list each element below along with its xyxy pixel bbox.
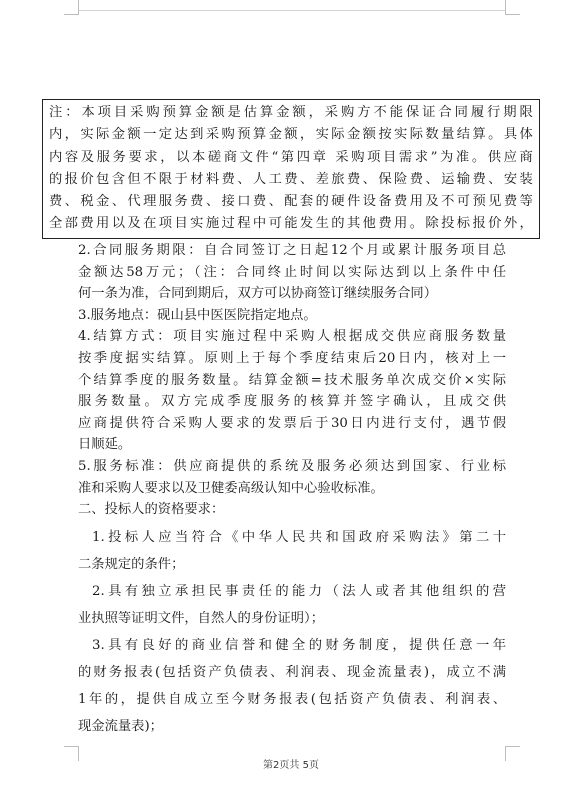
paragraph-line: 4.结算方式：项目实施过程中采购人根据成交供应商服务数量 <box>78 329 506 345</box>
paragraph-line: 业执照等证明文件，自然人的身份证明）； <box>78 610 324 626</box>
crop-mark-top-left <box>64 0 79 15</box>
paragraph-line: 5.服务标准：供应商提供的系统及服务必须达到国家、行业标 <box>78 458 506 474</box>
qualification-1 <box>78 524 506 578</box>
note-line: 全部费用以及在项目实施过程中可能发生的其他费用。除投标报价外， <box>49 216 533 232</box>
note-line <box>49 236 533 239</box>
paragraph-line: 服务数量。双方完成季度服务的核算并签字确认，且成交供 <box>78 394 506 410</box>
item-4-settlement <box>78 326 506 456</box>
note-line: 内，实际金额一定达到采购预算金额，实际金额按实际数量结算。具体 <box>49 127 533 143</box>
note-line: 注：本项目采购预算金额是估算金额，采购方不能保证合同履行期限 <box>49 105 533 120</box>
item-3-service-location <box>78 305 506 327</box>
paragraph-line: 的财务报表(包括资产负债表、利润表、现金流量表)，成立不满 <box>78 664 506 680</box>
paragraph-line: 3.具有良好的商业信誉和健全的财务制度，提供任意一年 <box>92 637 506 653</box>
page-number-footer: 第2页共 5页 <box>263 760 319 771</box>
qualification-2 <box>78 578 506 632</box>
paragraph-line: 应商提供符合采购人要求的发票后于30日内进行支付，遇节假 <box>78 415 506 431</box>
crop-mark-top-right <box>505 0 520 15</box>
section-heading: 二、投标人的资格要求： <box>78 502 225 518</box>
note-line: 内容及服务要求，以本磋商文件“第四章 采购项目需求”为准。供应商 <box>49 149 533 165</box>
paragraph-line: 2.合同服务期限：自合同签订之日起12个月或累计服务项目总 <box>78 243 506 258</box>
paragraph-line: 3.服务地点：砚山县中医医院指定地点。 <box>78 307 317 323</box>
paragraph-line: 二条规定的条件； <box>78 556 185 572</box>
item-2-service-period <box>78 240 506 305</box>
paragraph-line: 1.投标人应当符合《中华人民共和国政府采购法》第二十 <box>92 529 506 545</box>
note-line: 的报价包含但不限于材料费、人工费、差旅费、保险费、运输费、安装 <box>49 171 533 187</box>
paragraph-line: 何一条为准，合同到期后，双方可以协商签订继续服务合同） <box>78 286 438 302</box>
qualification-3 <box>78 632 506 740</box>
paragraph-line: 1年的，提供自成立至今财务报表(包括资产负债表、利润表、 <box>78 691 506 707</box>
note-line: 费、税金、代理服务费、接口费、配套的硬件设备费用及不可预见费等 <box>49 194 533 210</box>
document-body <box>78 240 506 740</box>
item-5-service-standard <box>78 456 506 499</box>
paragraph-line: 个结算季度的服务数量。结算金额=技术服务单次成交价×实际 <box>78 372 506 388</box>
page-top-rule <box>78 10 506 11</box>
paragraph-line: 2.具有独立承担民事责任的能力（法人或者其他组织的营 <box>92 583 506 599</box>
paragraph-line: 按季度据实结算。原则上于每个季度结束后20日内，核对上一 <box>78 350 506 366</box>
section-2-heading <box>78 499 506 521</box>
paragraph-line: 日顺延。 <box>78 437 132 453</box>
budget-note-box <box>42 99 540 239</box>
paragraph-line: 准和采购人要求以及卫健委高级认知中心验收标准。 <box>78 480 384 496</box>
paragraph-line: 金额达58万元；（注：合同终止时间以实际达到以上条件中任 <box>78 264 506 280</box>
paragraph-line: 现金流量表)； <box>78 718 163 734</box>
